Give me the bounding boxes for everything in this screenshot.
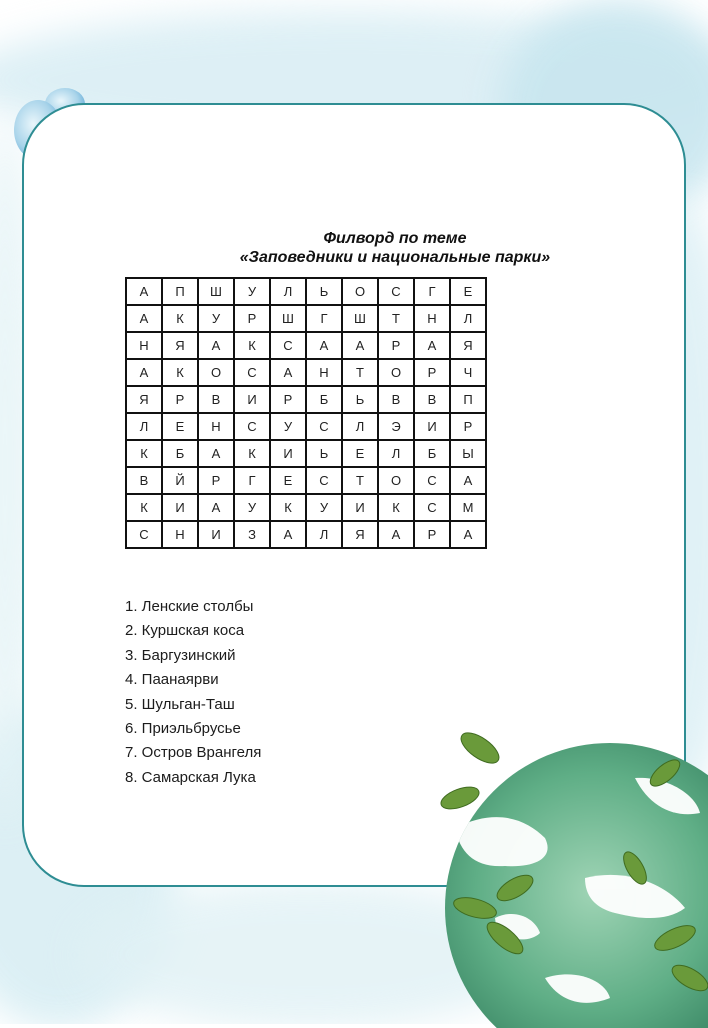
grid-cell: К (270, 494, 306, 521)
grid-cell: Я (162, 332, 198, 359)
grid-cell: Р (450, 413, 486, 440)
grid-cell: Л (378, 440, 414, 467)
grid-cell: В (414, 386, 450, 413)
grid-cell: Н (414, 305, 450, 332)
word-list-item: 3. Баргузинский (125, 646, 236, 664)
grid-cell: Р (162, 386, 198, 413)
grid-cell: К (126, 494, 162, 521)
grid-row (126, 440, 486, 467)
grid-cell: Б (414, 440, 450, 467)
grid-cell: Ь (342, 386, 378, 413)
grid-cell: У (306, 494, 342, 521)
grid-row (126, 521, 486, 548)
grid-cell: А (450, 467, 486, 494)
grid-cell: В (198, 386, 234, 413)
grid-cell: Л (342, 413, 378, 440)
grid-cell: К (162, 305, 198, 332)
grid-cell: Э (378, 413, 414, 440)
grid-cell: С (414, 467, 450, 494)
grid-cell: С (378, 278, 414, 305)
grid-cell: Р (414, 521, 450, 548)
grid-cell: Ш (342, 305, 378, 332)
grid-cell: Л (126, 413, 162, 440)
grid-cell: С (306, 413, 342, 440)
grid-cell: А (198, 494, 234, 521)
grid-cell: А (342, 332, 378, 359)
grid-cell: Л (270, 278, 306, 305)
grid-cell: Р (414, 359, 450, 386)
grid-cell: О (378, 359, 414, 386)
grid-cell: О (198, 359, 234, 386)
word-list (125, 597, 261, 792)
globe-with-leaves (435, 718, 708, 1028)
grid-cell: К (126, 440, 162, 467)
grid-row (126, 386, 486, 413)
grid-cell: Б (306, 386, 342, 413)
grid-cell: А (270, 359, 306, 386)
grid-cell: А (126, 305, 162, 332)
grid-cell: Г (414, 278, 450, 305)
grid-cell: И (270, 440, 306, 467)
grid-cell: К (234, 440, 270, 467)
grid-cell: И (198, 521, 234, 548)
grid-cell: А (126, 278, 162, 305)
grid-cell: О (342, 278, 378, 305)
word-list-item: 4. Паанаярви (125, 671, 219, 689)
grid-cell: Т (342, 467, 378, 494)
grid-cell: Б (162, 440, 198, 467)
page-subtitle: «Заповедники и национальные парки» (239, 249, 551, 266)
grid-cell: П (450, 386, 486, 413)
grid-cell: А (378, 521, 414, 548)
grid-cell: П (162, 278, 198, 305)
grid-cell: У (198, 305, 234, 332)
grid-cell: А (126, 359, 162, 386)
grid-cell: А (450, 521, 486, 548)
grid-cell: Г (234, 467, 270, 494)
grid-cell: Ь (306, 440, 342, 467)
grid-cell: Ш (270, 305, 306, 332)
grid-cell: Н (306, 359, 342, 386)
grid-cell: С (126, 521, 162, 548)
word-list-item: 7. Остров Врангеля (125, 744, 262, 762)
grid-row (126, 305, 486, 332)
word-list-item: 8. Самарская Лука (125, 768, 256, 786)
grid-cell: Ш (198, 278, 234, 305)
grid-cell: Г (306, 305, 342, 332)
grid-cell: К (162, 359, 198, 386)
grid-cell: З (234, 521, 270, 548)
word-search-grid (125, 277, 487, 549)
grid-cell: У (270, 413, 306, 440)
grid-cell: Я (342, 521, 378, 548)
grid-cell: С (234, 359, 270, 386)
grid-cell: У (234, 494, 270, 521)
grid-cell: Ь (306, 278, 342, 305)
grid-cell: Е (162, 413, 198, 440)
grid-cell: А (198, 332, 234, 359)
grid-cell: Я (450, 332, 486, 359)
grid-cell: И (414, 413, 450, 440)
grid-cell: Л (306, 521, 342, 548)
grid-cell: Ы (450, 440, 486, 467)
grid-cell: И (234, 386, 270, 413)
grid-cell: Е (450, 278, 486, 305)
grid-cell: С (234, 413, 270, 440)
grid-cell: А (414, 332, 450, 359)
grid-cell: Ч (450, 359, 486, 386)
grid-cell: Е (270, 467, 306, 494)
grid-cell: Т (378, 305, 414, 332)
grid-cell: Р (270, 386, 306, 413)
grid-cell: Н (162, 521, 198, 548)
grid-cell: Н (198, 413, 234, 440)
grid-cell: К (378, 494, 414, 521)
grid-cell: К (234, 332, 270, 359)
grid-cell: Р (198, 467, 234, 494)
grid-cell: С (270, 332, 306, 359)
grid-row (126, 359, 486, 386)
grid-row (126, 278, 486, 305)
grid-cell: В (378, 386, 414, 413)
grid-cell: М (450, 494, 486, 521)
grid-cell: Е (342, 440, 378, 467)
page-title: Филворд по теме (323, 230, 467, 247)
grid-cell: Й (162, 467, 198, 494)
word-list-item: 6. Приэльбрусье (125, 719, 241, 737)
grid-cell: И (342, 494, 378, 521)
grid-cell: А (198, 440, 234, 467)
grid-row (126, 413, 486, 440)
grid-cell: А (270, 521, 306, 548)
grid-cell: С (414, 494, 450, 521)
grid-cell: Р (378, 332, 414, 359)
grid-cell: Р (234, 305, 270, 332)
grid-row (126, 467, 486, 494)
grid-cell: У (234, 278, 270, 305)
grid-cell: С (306, 467, 342, 494)
word-list-item: 5. Шульган-Таш (125, 695, 235, 713)
grid-cell: Л (450, 305, 486, 332)
word-list-item: 1. Ленские столбы (125, 598, 254, 615)
grid-cell: В (126, 467, 162, 494)
grid-row (126, 332, 486, 359)
grid-cell: И (162, 494, 198, 521)
grid-row (126, 494, 486, 521)
grid-cell: Н (126, 332, 162, 359)
grid-cell: О (378, 467, 414, 494)
grid-cell: А (306, 332, 342, 359)
grid-cell: Я (126, 386, 162, 413)
grid-cell: Т (342, 359, 378, 386)
word-list-item: 2. Куршская коса (125, 622, 245, 640)
